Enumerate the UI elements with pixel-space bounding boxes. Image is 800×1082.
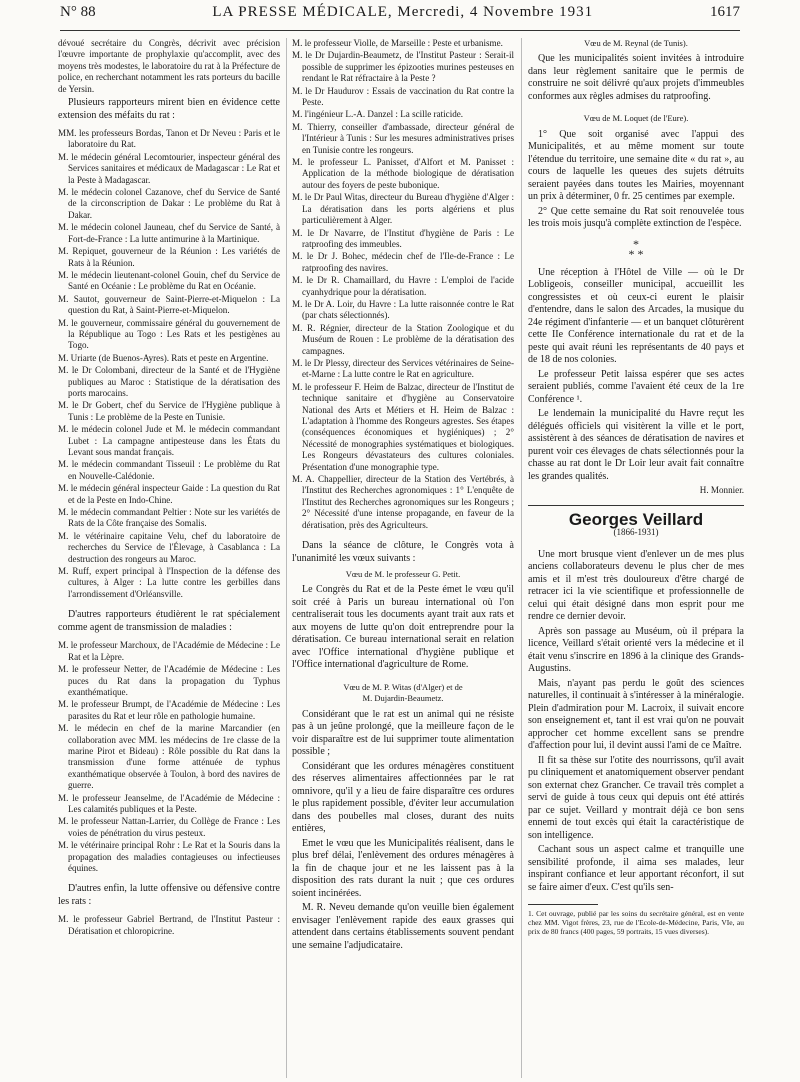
- list-item: M. R. Régnier, directeur de la Station Zoologique et du Muséum de Rouen : Le problème de la dératisation des campagnes.: [292, 322, 514, 356]
- paragraph: Mais, n'ayant pas perdu le goût des sciences naturelles, il continuait à s'intéresser à la minéralogie. Plein d'admiration pour M. Lacroix, il suivait encore son enseignement et, tant il est vrai qu'on ne pouvait approcher cet homme excellent sans se prendre d'affection pour lui, il devint aussi l'ami de ce Maître.: [528, 677, 744, 752]
- list-item: M. le médecin en chef de la marine Marcandier (en collaboration avec MM. les médecins de 1re classe de la marine Pirot et Bideau) : Rôle possible du Rat dans la transmission d'une forme atténuée de typhus exanthématique observée à Toulon, à bord des navires de guerre.: [58, 723, 280, 791]
- voeu-heading: Vœu de M. le professeur G. Petit.: [345, 569, 461, 580]
- list-item: M. l'ingénieur L.-A. Danzel : La scille raticide.: [292, 109, 464, 120]
- list-item: M. le Dr Dujardin-Beaumetz, de l'Institut Pasteur : Serait-il possible de supprimer les épizooties murines pesteuses en rendant le Rat réfractaire à la Peste ?: [292, 50, 514, 84]
- header-rule: [60, 30, 740, 31]
- list-item: M. le médecin colonel Jauneau, chef du Service de Santé, à Fort-de-France : La lutte antimurine à la Martinique.: [58, 222, 280, 244]
- column-3: [528, 38, 744, 1078]
- list-item: M. le professeur Marchoux, de l'Académie de Médecine : Le Rat et la Lèpre.: [58, 640, 280, 662]
- list-item: M. Ruff, expert principal à l'Inspection de la défense des cultures, à Alger : La lutte contre les gerbilles dans l'arrondissement d'Orléansville.: [58, 566, 280, 599]
- voeu-heading: Vœu de M. Loquet (de l'Eure).: [583, 113, 689, 124]
- column-1: [58, 38, 280, 1078]
- voeu-heading: Vœu de M. P. Witas (d'Alger) et de: [343, 681, 463, 692]
- voeu-heading: Vœu de M. Reynal (de Tunis).: [584, 38, 688, 48]
- list-item: M. le Dr Gobert, chef du Service de l'Hygiène publique à Tunis : Le problème de la Peste en Tunisie.: [58, 400, 280, 422]
- list-item: M. A. Chappellier, directeur de la Station des Vertébrés, à l'Institut des Recherches agronomiques : 1° L'enquête de l'Institut des Recherches agronomiques sur les Rongeurs ; 2° Nécessité d'une intense propagande, en faveur de la dératisation, près des Agriculteurs.: [292, 474, 514, 530]
- list-item: M. le professeur Nattan-Larrier, du Collège de France : Les voies de pénétration du virus pesteux.: [58, 816, 280, 838]
- list-item: M. le médecin général inspecteur Gaide : La question du Rat et de la Peste en Indo-Chine.: [58, 483, 280, 505]
- section-rule: [528, 505, 744, 506]
- paragraph: D'autres rapporteurs étudièrent le rat spécialement comme agent de transmission de maladies :: [58, 609, 280, 633]
- reception-text: [528, 267, 744, 484]
- footnote-rule: [528, 904, 598, 905]
- footnote: 1. Cet ouvrage, publié par les soins du secrétaire général, est en vente chez MM. Vigot frères, 23, rue de l'Ecole-de-Médecine, Paris, VIe, au prix de 80 francs (400 pages, 59 portraits, 15 vues diverses).: [528, 909, 744, 937]
- page-number: 1617: [709, 4, 740, 20]
- rapporteurs-list: [58, 128, 280, 600]
- voeu-heading: M. Dujardin-Beaumetz.: [362, 693, 444, 704]
- rapporteurs-list: [292, 38, 514, 531]
- list-item: M. le Dr Haudurov : Essais de vaccination du Rat contre la Peste.: [292, 85, 514, 108]
- column-2: [292, 38, 514, 1078]
- paragraph: Après son passage au Muséum, où il prépara la licence, Veillard s'était orienté vers la médecine et il était venu s'inscrire en 1896 à la clinique des Grands-Augustins.: [528, 625, 744, 675]
- paragraph: 2° Que cette semaine du Rat soit renouvelée tous les trois mois jusqu'à complète extinction de l'espèce.: [528, 205, 744, 230]
- voeu-text: [292, 709, 514, 953]
- column-divider: [521, 38, 522, 1078]
- list-item: M. Uriarte (de Buenos-Ayres). Rats et peste en Argentine.: [58, 352, 269, 363]
- list-item: M. le médecin général Lecomtourier, inspecteur général des Services sanitaires et médicaux de Madagascar : Le Rat et la Peste à Madagascar.: [58, 151, 280, 185]
- list-item: M. le Dr Paul Witas, directeur du Bureau d'hygiène d'Alger : La dératisation dans les ports algériens et plus particulièrement à Alger.: [292, 192, 514, 226]
- list-item: M. le gouverneur, commissaire général du gouvernement de la République au Togo : Les Rats et les pestigènes au Togo.: [58, 317, 280, 351]
- list-item: M. le Dr Navarre, de l'Institut d'hygiène de Paris : Le ratproofing des immeubles.: [292, 227, 514, 249]
- list-item: M. le professeur Gabriel Bertrand, de l'Institut Pasteur : Dératisation et chloropicrine.: [58, 914, 280, 936]
- paragraph: Que les municipalités soient invitées à introduire dans leur règlement sanitaire que le permis de construire ne soit délivré qu'aux projets d'immeubles conformes aux règles admises du ratproofing.: [528, 53, 744, 102]
- page-header: [60, 4, 740, 30]
- list-item: M. Sautot, gouverneur de Saint-Pierre-et-Miquelon : La question du Rat, à Saint-Pierre-et-Miquelon.: [58, 293, 280, 316]
- list-item: MM. les professeurs Bordas, Tanon et Dr Neveu : Paris et le laboratoire du Rat.: [58, 128, 280, 150]
- list-item: M. le professeur F. Heim de Balzac, directeur de l'Institut de technique sanitaire et d'hygiène au Conservatoire National des Arts et Métiers et H. Heim de Balzac : L'adaptation à l'homme des Rongeurs agrestes. Ses étapes (conséquences économiques et hygiéniques) ; 2° Nécessité de monographies systématiques et biologiques. Les Rongeurs dévastateurs des cultures coloniales. Présentation d'une monographie type.: [292, 381, 514, 472]
- paragraph: Dans la séance de clôture, le Congrès vota à l'unanimité les vœux suivants :: [292, 540, 514, 564]
- rapporteurs-list: [58, 914, 280, 937]
- paragraph: D'autres enfin, la lutte offensive ou défensive contre les rats :: [58, 883, 280, 907]
- journal-title: LA PRESSE MÉDICALE, Mercredi, 4 Novembre 1931: [212, 4, 594, 20]
- section-separator: * * *: [628, 236, 644, 261]
- paragraph: Le professeur Petit laissa espérer que ses actes seraient publiés, comme l'avaient été ceux de la 1re Conférence ¹.: [528, 368, 744, 405]
- paragraph: Une mort brusque vient d'enlever un de mes plus anciens collaborateurs devenu le plus cher de mes amis et il m'est très douloureux d'être chargé de retracer ici la vie scientifique et professionnelle de celui qui était désigné dans mon esprit pour me rendre ce dernier devoir.: [528, 548, 744, 623]
- list-item: M. le médecin colonel Jude et M. le médecin commandant Lubet : La campagne antipesteuse dans les États du Levant sous mandat français.: [58, 424, 280, 457]
- list-item: M. le professeur L. Panisset, d'Alfort et M. Panisset : Application de la méthode biologique de dératisation autour des foyers de peste bubonique.: [292, 157, 514, 190]
- paragraph: Plusieurs rapporteurs mirent bien en évidence cette extension des méfaits du rat :: [58, 97, 280, 121]
- paragraph: Considérant que le rat est un animal qui ne résiste pas à un jeûne prolongé, que la meilleure façon de le voir disparaître est de lui supprimer toute alimentation possible ;: [292, 708, 514, 758]
- paragraph: Le lendemain la municipalité du Havre reçut les délégués officiels qui visitèrent la ville et le port, assistèrent à des séances de dératisation de navires et purent voir ces élevages de chats sélectionnés pour la chasse au rat dont le Dr Loir leur avait fait connaître les grandes qualités.: [528, 408, 744, 482]
- list-item: M. le Dr Plessy, directeur des Services vétérinaires de Seine-et-Marne : La lutte contre le Rat en agriculture.: [292, 357, 514, 380]
- paragraph: Le Congrès du Rat et de la Peste émet le vœu qu'il soit créé à Paris un bureau international où l'on centraliserait tous les documents ayant trait aux rats et aux moyens de lutte qu'on doit entreprendre pour la dératisation. Ce bureau international serait en relation avec l'Office international d'hygiène publique et l'Office international d'agriculture de Rome.: [292, 584, 514, 671]
- obituary-years: (1866-1931): [613, 527, 659, 538]
- paragraph: Cachant sous un aspect calme et tranquille une sensibilité profonde, il aima ses malades, leur inspirant confiance et leur apportant réconfort, il sut se faire aimer d'eux. C'est qu'ils sen-: [528, 844, 744, 893]
- paragraph: Considérant que les ordures ménagères constituent des réserves alimentaires affectionnées par le rat omnivore, qu'il y a lieu de faire disparaître ces ordures le plus rapidement possible, d'éviter leur accumulation dans des poubelles mal closes, durant des nuits entières,: [292, 760, 514, 835]
- list-item: M. le médecin commandant Peltier : Note sur les variétés de Rats de la Côte française des Somalis.: [58, 507, 280, 529]
- signature: H. Monnier.: [699, 485, 744, 496]
- paragraph: M. R. Neveu demande qu'on veuille bien également envisager l'enlèvement rapide des eaux grasses qui attendent dans certains établissements souvent pendant une semaine l'adjudicataire.: [292, 902, 514, 951]
- list-item: M. le médecin lieutenant-colonel Gouin, chef du Service de Santé en Océanie : Le problème du Rat en Océanie.: [58, 269, 280, 292]
- list-item: M. le Dr Colombani, directeur de la Santé et de l'Hygiène publiques au Maroc : Statistique de la dératisation des ports marocains.: [58, 365, 280, 398]
- list-item: M. le professeur Violle, de Marseille : Peste et urbanisme.: [292, 38, 503, 48]
- rapporteurs-list: [58, 640, 280, 874]
- list-item: M. Thierry, conseiller d'ambassade, directeur général de l'Intérieur à Tunis : Sur les mesures administratives prises en Tunisie contre les rongeurs.: [292, 121, 514, 155]
- list-item: M. le professeur Netter, de l'Académie de Médecine : Les puces du Rat dans la propagation du Typhus exanthématique.: [58, 664, 280, 697]
- obituary-title: Georges Veillard: [568, 509, 704, 529]
- list-item: M. le Dr A. Loir, du Havre : La lutte raisonnée contre le Rat (par chats sélectionnés).: [292, 298, 514, 321]
- paragraph: Une réception à l'Hôtel de Ville — où le Dr Lobligeois, conseiller municipal, accueillit les congressistes et où ceux-ci eurent le plaisir d'entendre, dans le salon des Arcades, la musique du 24e régiment d'infanterie — et un banquet clôturèrent cette IIe Conférence internationale du rat et de la peste qui avait réuni les représentants de 40 pays et de 18 de nos colonies.: [528, 266, 744, 366]
- list-item: M. le Dr J. Bohec, médecin chef de l'Ile-de-France : Le ratproofing des navires.: [292, 251, 514, 273]
- list-item: M. le professeur Brumpt, de l'Académie de Médecine : Les parasites du Rat et leur rôle en pathologie humaine.: [58, 699, 280, 721]
- list-item: M. Repiquet, gouverneur de la Réunion : Les variétés de Rats à la Réunion.: [58, 246, 280, 268]
- paragraph: Emet le vœu que les Municipalités réalisent, dans le plus bref délai, l'enlèvement des ordures ménagères à la fin de chaque jour et ne les laissent pas à la disposition des rats durant la nuit ; que ces ordures soient incinérées.: [292, 837, 514, 899]
- paragraph: Il fit sa thèse sur l'otite des nourrissons, qu'il avait pu cliniquement et anatomiquement observer pendant son externat chez Grancher. Ce travail très complet a servi de guide à tous ceux qui depuis ont été attirés par ce sujet. Veillard y montrait déjà ce bon sens ennemi de tout excès qui était la caractéristique de son intelligence.: [528, 754, 744, 841]
- list-item: M. le vétérinaire principal Rohr : Le Rat et la Souris dans la propagation des maladies contagieuses ou infectieuses équines.: [58, 840, 280, 873]
- issue-number: N° 88: [60, 4, 96, 20]
- list-item: M. le vétérinaire capitaine Velu, chef du laboratoire de recherches du Service de l'Élevage, à Casablanca : La destruction des rongeurs au Maroc.: [58, 530, 280, 564]
- list-item: M. le médecin commandant Tisseuil : Le problème du Rat en Nouvelle-Calédonie.: [58, 459, 280, 481]
- list-item: M. le médecin colonel Cazanove, chef du Service de Santé de la circonscription de Dakar : Le problème du Rat à Dakar.: [58, 187, 280, 220]
- list-item: M. le Dr R. Chamaillard, du Havre : L'emploi de l'acide cyanhydrique pour la dératisation.: [292, 275, 514, 297]
- column-divider: [286, 38, 287, 1078]
- paragraph: 1° Que soit organisé avec l'appui des Municipalités, et au même moment sur toute l'étendue du territoire, une semaine dite « du rat », au cours de laquelle les queues des sujets détruits seraient payées dans toutes les Mairies, moyennant un prix à déterminer, 0 fr. 25 centimes par exemple.: [528, 128, 744, 203]
- obituary-text: [528, 549, 744, 895]
- paragraph: dévoué secrétaire du Congrès, décrivit avec précision l'œuvre importante de prophylaxie qu'accomplit, avec des moyens très modestes, le laboratoire du rat à la Préfecture de police, en recherchant notamment les rats porteurs du bacille de Yersin.: [58, 38, 280, 94]
- voeu-text: [528, 129, 744, 231]
- list-item: M. le professeur Jeanselme, de l'Académie de Médecine : Les calamités publiques et la Peste.: [58, 792, 280, 814]
